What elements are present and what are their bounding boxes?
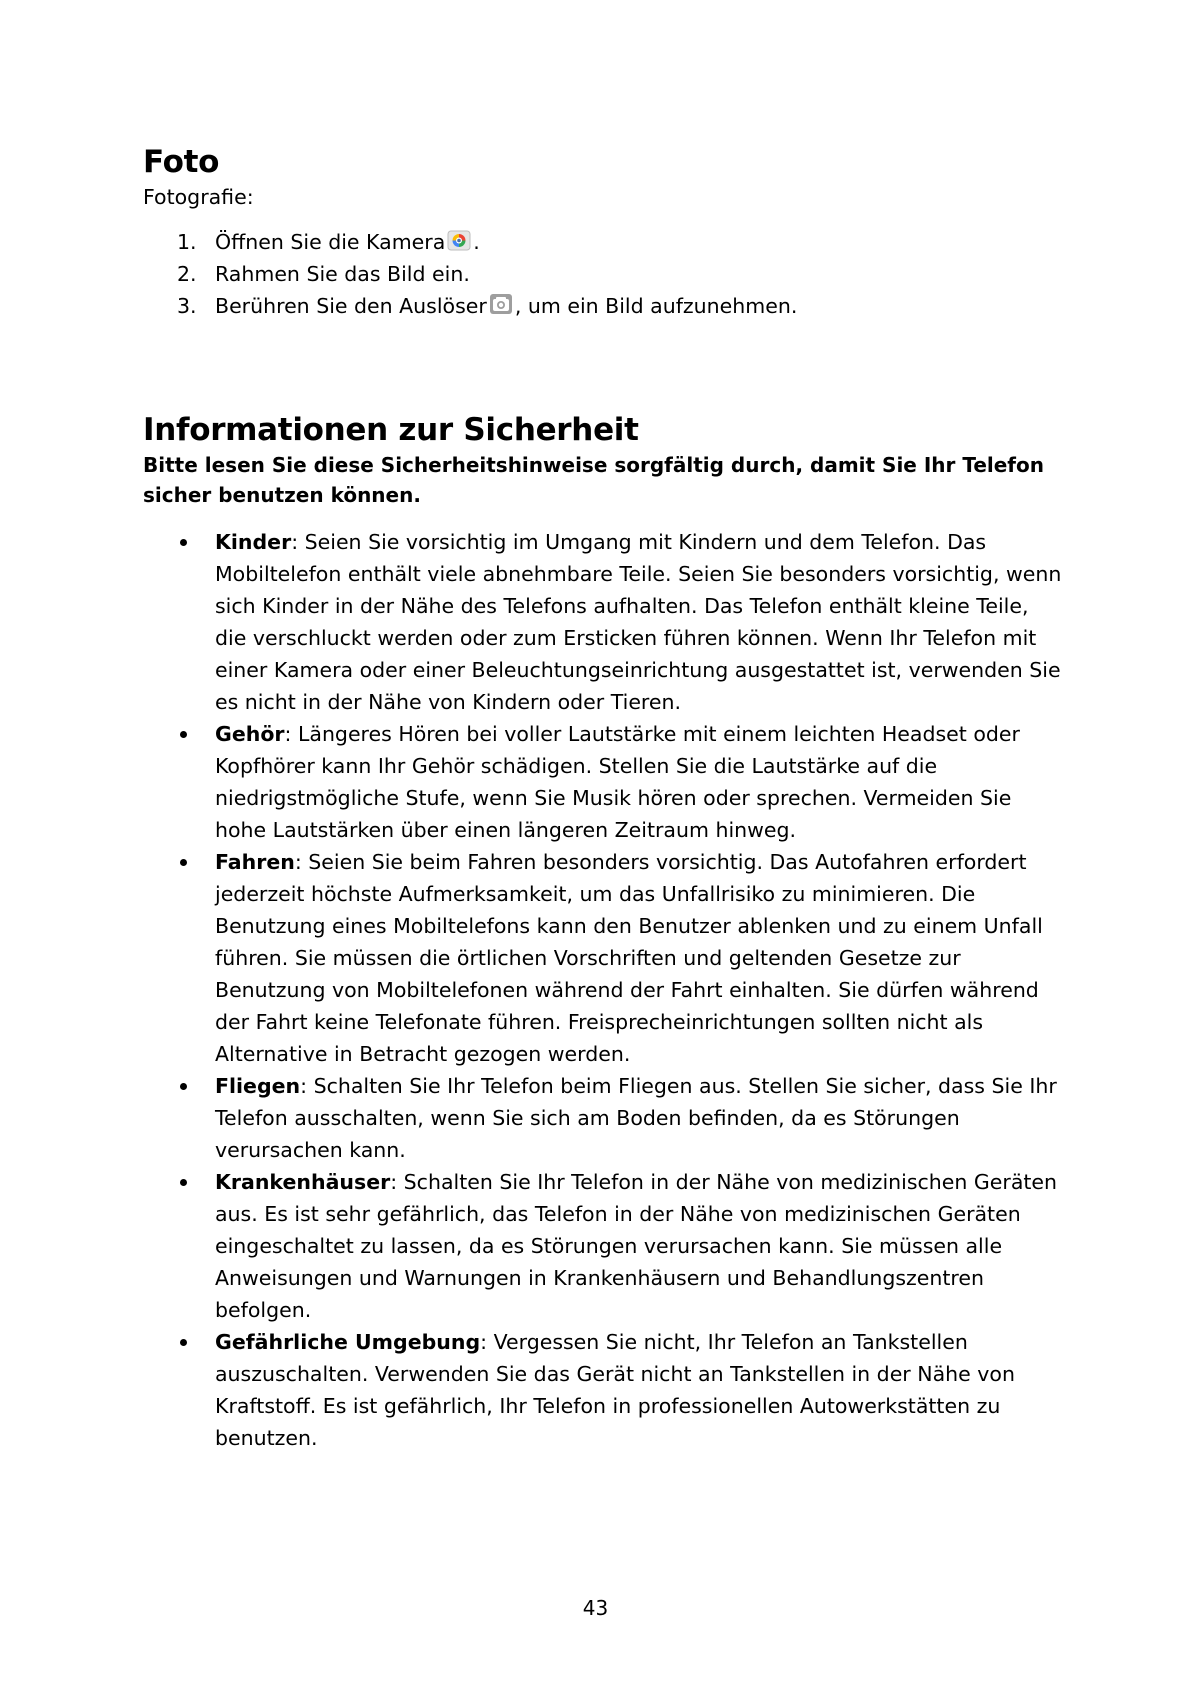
safety-list	[143, 526, 1063, 1454]
item-text: : Schalten Sie Ihr Telefon in der Nähe von medizinischen Geräten aus. Es ist sehr gefährlich, das Telefon in der Nähe von medizinischen Geräten eingeschaltet zu lassen, da es Störungen verursachen kann. Sie müssen alle Anweisungen und Warnungen in Krankenhäusern und Behandlungszentren befolgen.	[215, 1170, 1058, 1322]
list-item	[143, 1070, 1063, 1166]
item-text: : Längeres Hören bei voller Lautstärke mit einem leichten Headset oder Kopfhörer kann Ihr Gehör schädigen. Stellen Sie die Lautstärke auf die niedrigstmögliche Stufe, wenn Sie Musik hören oder sprechen. Vermeiden Sie hohe Lautstärken über einen längeren Zeitraum hinweg.	[215, 722, 1020, 842]
bullet-icon	[180, 1083, 187, 1090]
list-item	[143, 1326, 1063, 1454]
list-item	[143, 226, 1063, 258]
bullet-icon	[180, 539, 187, 546]
list-item	[143, 258, 1063, 290]
photo-heading: Foto	[143, 144, 220, 180]
bullet-icon	[180, 859, 187, 866]
item-text: : Seien Sie beim Fahren besonders vorsichtig. Das Autofahren erfordert jederzeit höchste Aufmerksamkeit, um das Unfallrisiko zu minimieren. Die Benutzung eines Mobiltelefons kann den Benutzer ablenken und zu einem Unfall führen. Sie müssen die örtlichen Vorschriften und geltenden Gesetze zur Benutzung von Mobiltelefonen während der Fahrt einhalten. Sie dürfen während der Fahrt keine Telefonate führen. Freisprecheinrichtungen sollten nicht als Alternative in Betracht gezogen werden.	[215, 850, 1043, 1066]
list-item	[143, 526, 1063, 718]
item-text: : Seien Sie vorsichtig im Umgang mit Kindern und dem Telefon. Das Mobiltelefon enthält viele abnehmbare Teile. Seien Sie besonders vorsichtig, wenn sich Kinder in der Nähe des Telefons aufhalten. Das Telefon enthält kleine Teile, die verschluckt werden oder zum Ersticken führen können. Wenn Ihr Telefon mit einer Kamera oder einer Beleuchtungseinrichtung ausgestattet ist, verwenden Sie es nicht in der Nähe von Kindern oder Tieren.	[215, 530, 1062, 714]
item-term: Fliegen	[215, 1074, 301, 1098]
list-item	[143, 290, 1063, 322]
shutter-icon	[489, 292, 513, 316]
safety-heading: Informationen zur Sicherheit	[143, 412, 639, 448]
bullet-icon	[180, 1339, 187, 1346]
step-number: 2.	[177, 262, 197, 286]
step-text: Berühren Sie den Auslöser	[215, 294, 487, 318]
bullet-icon	[180, 1179, 187, 1186]
bullet-icon	[180, 731, 187, 738]
item-term: Gefährliche Umgebung	[215, 1330, 481, 1354]
photo-lead: Fotografie:	[143, 185, 254, 209]
list-item	[143, 718, 1063, 846]
step-text: Rahmen Sie das Bild ein.	[215, 262, 470, 286]
page-number: 43	[582, 1596, 609, 1620]
step-number: 3.	[177, 294, 197, 318]
step-number: 1.	[177, 230, 197, 254]
step-text-end: , um ein Bild aufzunehmen.	[514, 294, 798, 318]
item-text: : Vergessen Sie nicht, Ihr Telefon an Tankstellen auszuschalten. Verwenden Sie das Gerät nicht an Tankstellen in der Nähe von Kraftstoff. Es ist gefährlich, Ihr Telefon in professionellen Autowerkstätten zu benutzen.	[215, 1330, 1015, 1450]
item-text: : Schalten Sie Ihr Telefon beim Fliegen aus. Stellen Sie sicher, dass Sie Ihr Telefon ausschalten, wenn Sie sich am Boden befinden, da es Störungen verursachen kann.	[215, 1074, 1057, 1162]
section-spacer	[143, 322, 1063, 410]
step-text-end: .	[473, 230, 480, 254]
item-term: Fahren	[215, 850, 295, 874]
item-term: Kinder	[215, 530, 292, 554]
item-term: Krankenhäuser	[215, 1170, 391, 1194]
safety-intro: Bitte lesen Sie diese Sicherheitshinweise sorgfältig durch, damit Sie Ihr Telefon sicher benutzen können.	[143, 453, 1044, 507]
list-item	[143, 846, 1063, 1070]
item-term: Gehör	[215, 722, 285, 746]
step-text: Öffnen Sie die Kamera	[215, 230, 446, 254]
camera-app-icon	[447, 228, 471, 252]
list-item	[143, 1166, 1063, 1326]
photo-steps-list	[143, 226, 1063, 322]
page-content	[143, 142, 1063, 1454]
